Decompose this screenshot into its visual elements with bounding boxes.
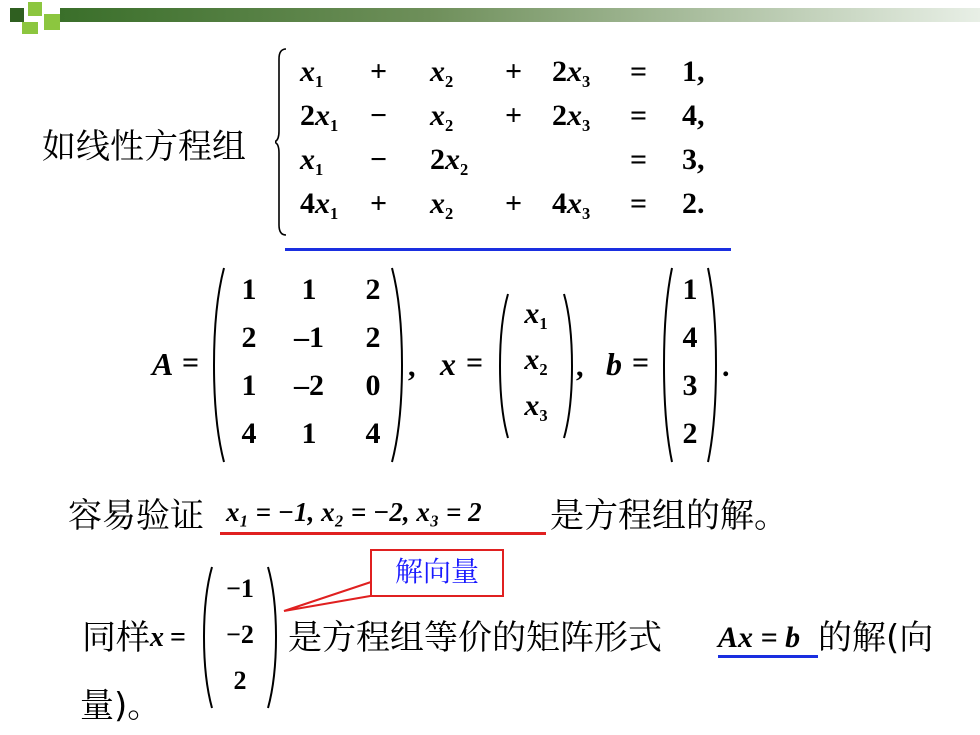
subscript: 3 [582, 71, 591, 91]
matrix-cell: 1 [241, 273, 257, 306]
variable: x [524, 343, 540, 376]
term-2: $2x_2$ [430, 143, 469, 179]
term-3: $4x_3$ [552, 187, 591, 223]
left-paren [498, 292, 510, 440]
vector-cell: 2 [682, 417, 698, 450]
vector-x-label: x [440, 346, 456, 382]
vector-line-prefix: 同样 [82, 618, 150, 658]
matrix-cell: 4 [241, 417, 257, 450]
equation-row [0, 184, 980, 224]
vector-cell: −2 [226, 620, 254, 649]
intro-label: 如线性方程组 [42, 127, 246, 167]
variable: x [524, 297, 540, 330]
green-square-bottom [22, 22, 38, 34]
right-paren [562, 292, 574, 440]
matrix-equations [0, 262, 980, 467]
verify-prefix: 容易验证 [68, 496, 204, 536]
matrix-cell: 2 [365, 273, 381, 306]
left-paren [212, 266, 226, 464]
matrix-A [212, 266, 404, 464]
term-1: $2x_1$ [300, 99, 339, 135]
operator-2: + [505, 187, 523, 220]
term-1: $4x_1$ [300, 187, 339, 223]
system-blue-underline [285, 248, 731, 251]
subscript: 3 [582, 203, 591, 223]
equals-sign: = [466, 346, 484, 379]
matrix-form-expression: Ax = b [718, 621, 801, 654]
matrix-A-label: A [152, 346, 174, 382]
vector-line-text-end: 量)。 [80, 686, 162, 726]
vector-cell [510, 342, 562, 388]
right-hand-side: 3, [682, 143, 705, 176]
vector-b-label: b [606, 346, 622, 382]
subscript: 2 [539, 359, 548, 379]
term-2: $x_2$ [430, 99, 454, 135]
green-square-top-left [10, 8, 24, 22]
period-end: . [722, 350, 730, 383]
green-square-small [28, 2, 42, 16]
matrix-form-blue-underline [718, 655, 818, 658]
equation-row [0, 140, 980, 180]
right-hand-side: 2. [682, 187, 705, 220]
term-2: $x_2$ [430, 55, 454, 91]
solution-vector [202, 565, 278, 710]
matrix-cell: 1 [241, 369, 257, 402]
equals-sign: = [630, 99, 648, 132]
vector-line-equals: = [170, 622, 186, 653]
operator-1: − [370, 99, 388, 132]
matrix-cell: 2 [365, 321, 381, 354]
subscript: 3 [582, 115, 591, 135]
subscript: 3 [539, 405, 548, 425]
solution-red-underline [220, 532, 546, 535]
equals-sign: = [632, 346, 650, 379]
term-2: $x_2$ [430, 187, 454, 223]
operator-1: − [370, 143, 388, 176]
variable: x [524, 389, 540, 422]
equation-row [0, 52, 980, 92]
vector-cell [510, 388, 562, 434]
right-hand-side: 4, [682, 99, 705, 132]
right-hand-side: 1, [682, 55, 705, 88]
equals-sign: = [630, 143, 648, 176]
matrix-cell: 4 [365, 417, 381, 450]
vector-x [498, 292, 574, 440]
subscript: 1 [315, 71, 324, 91]
operator-2: + [505, 99, 523, 132]
subscript: 2 [445, 115, 454, 135]
vector-cell: 3 [682, 369, 698, 402]
subscript: 1 [330, 203, 339, 223]
equals-sign: = [630, 55, 648, 88]
title-bar-decoration [0, 0, 980, 34]
matrix-cell: 2 [241, 321, 257, 354]
operator-1: + [370, 187, 388, 220]
vector-cell [510, 296, 562, 342]
gradient-bar [60, 8, 980, 22]
vector-line-text-b: 的解(向 [818, 618, 934, 658]
solution-vector-callout: 解向量 [370, 549, 504, 597]
solution-expression: x₁ = −1, x₂ = −2, x₃ = 2 [226, 497, 482, 527]
subscript: 1 [315, 159, 324, 179]
vector-line-text-a: 是方程组等价的矩阵形式 [288, 618, 662, 658]
subscript: 2 [445, 71, 454, 91]
vector-cell: 2 [233, 666, 247, 695]
operator-2: + [505, 55, 523, 88]
vector-cell: 4 [682, 321, 698, 354]
matrix-cell: 0 [365, 369, 381, 402]
verify-suffix: 是方程组的解。 [550, 496, 788, 536]
term-3: $2x_3$ [552, 55, 591, 91]
matrix-cell: –1 [294, 321, 324, 354]
subscript: 2 [445, 203, 454, 223]
matrix-cell: –2 [294, 369, 324, 402]
vector-b [662, 266, 718, 464]
green-square-mid [44, 14, 60, 30]
operator-1: + [370, 55, 388, 88]
subscript: 2 [460, 159, 469, 179]
matrix-cell: 1 [301, 273, 317, 306]
equation-row [0, 96, 980, 136]
comma-after-A: , [408, 350, 416, 383]
vector-line-x: x [150, 622, 164, 653]
comma-after-x: , [576, 350, 584, 383]
equals-sign: = [630, 187, 648, 220]
subscript: 1 [330, 115, 339, 135]
matrix-cell: 1 [301, 417, 317, 450]
subscript: 1 [539, 313, 548, 333]
equals-sign: = [182, 346, 200, 379]
vector-cell: 1 [682, 273, 698, 306]
term-3: $2x_3$ [552, 99, 591, 135]
vector-cell: −1 [226, 574, 254, 603]
term-1: $x_1$ [300, 143, 324, 179]
term-1: $x_1$ [300, 55, 324, 91]
